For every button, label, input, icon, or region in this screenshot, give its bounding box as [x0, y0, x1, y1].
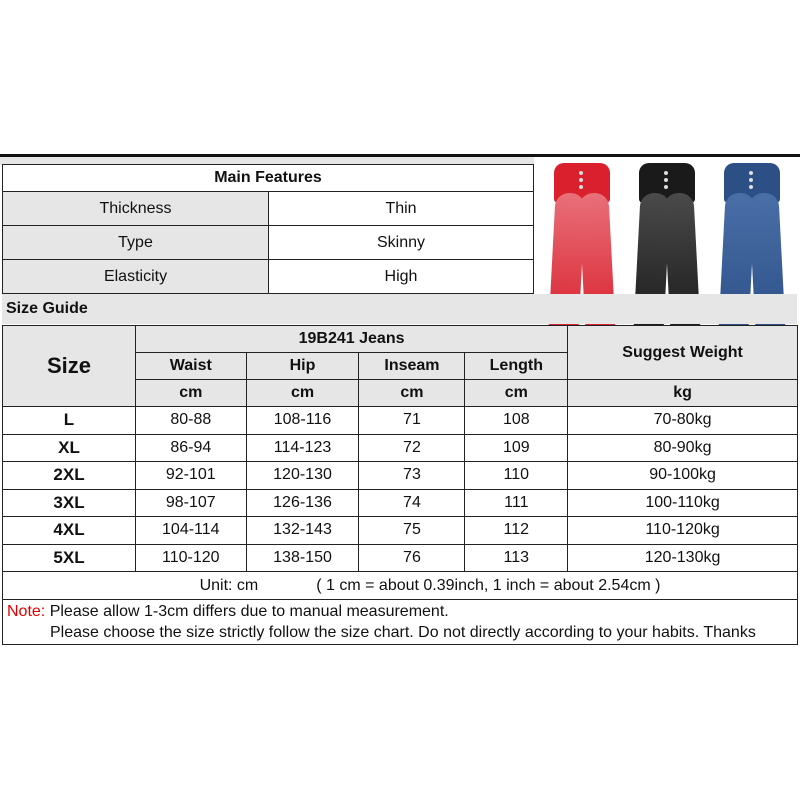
feature-value: Skinny — [269, 226, 534, 260]
length-cell: 112 — [465, 517, 568, 545]
note-text-1: Please allow 1-3cm differs due to manual measurement. — [49, 603, 449, 620]
main-features-table — [2, 164, 534, 294]
length-cell: 109 — [465, 434, 568, 462]
size-cell: 4XL — [3, 517, 136, 545]
hip-cell: 126-136 — [246, 489, 359, 517]
main-features-title: Main Features — [3, 165, 534, 192]
feature-label: Type — [3, 226, 269, 260]
note-label: Note: — [7, 603, 46, 620]
table-row — [3, 544, 798, 572]
note-text-2: Please choose the size strictly follow the size chart. Do not directly according to your habits. Thanks — [50, 624, 756, 641]
size-cell: 5XL — [3, 544, 136, 572]
weight-cell: 90-100kg — [568, 462, 798, 490]
weight-cell: 70-80kg — [568, 407, 798, 435]
inseam-cell: 73 — [359, 462, 465, 490]
size-header: Size — [3, 326, 136, 407]
waist-cell: 92-101 — [136, 462, 247, 490]
unit-conversion: ( 1 cm = about 0.39inch, 1 inch = about 2.54cm ) — [316, 576, 661, 594]
size-cell: 3XL — [3, 489, 136, 517]
unit-waist: cm — [136, 380, 247, 407]
weight-cell: 120-130kg — [568, 544, 798, 572]
feature-row — [3, 226, 534, 260]
waist-cell: 110-120 — [136, 544, 247, 572]
unit-row — [3, 572, 798, 600]
table-row — [3, 462, 798, 490]
hip-cell: 120-130 — [246, 462, 359, 490]
waist-cell: 104-114 — [136, 517, 247, 545]
unit-label: Unit: cm — [199, 576, 259, 594]
weight-cell: 110-120kg — [568, 517, 798, 545]
waist-cell: 86-94 — [136, 434, 247, 462]
note-box — [2, 600, 798, 645]
size-guide-title: Size Guide — [6, 300, 88, 317]
feature-row — [3, 260, 534, 294]
weight-cell: 100-110kg — [568, 489, 798, 517]
inseam-cell: 74 — [359, 489, 465, 517]
feature-value: High — [269, 260, 534, 294]
inseam-cell: 72 — [359, 434, 465, 462]
note-line-1 — [7, 601, 797, 622]
unit-weight: kg — [568, 380, 798, 407]
size-guide-band — [2, 294, 797, 324]
size-cell: XL — [3, 434, 136, 462]
table-row — [3, 434, 798, 462]
length-cell: 113 — [465, 544, 568, 572]
hip-cell: 132-143 — [246, 517, 359, 545]
table-row — [3, 407, 798, 435]
table-row — [3, 517, 798, 545]
product-header: 19B241 Jeans — [136, 326, 568, 353]
length-cell: 110 — [465, 462, 568, 490]
column-header-length: Length — [465, 353, 568, 380]
hip-cell: 138-150 — [246, 544, 359, 572]
column-header-waist: Waist — [136, 353, 247, 380]
unit-inseam: cm — [359, 380, 465, 407]
column-header-hip: Hip — [246, 353, 359, 380]
feature-label: Elasticity — [3, 260, 269, 294]
waist-cell: 80-88 — [136, 407, 247, 435]
inseam-cell: 76 — [359, 544, 465, 572]
weight-cell: 80-90kg — [568, 434, 798, 462]
waist-cell: 98-107 — [136, 489, 247, 517]
size-table — [2, 325, 798, 600]
size-cell: L — [3, 407, 136, 435]
unit-hip: cm — [246, 380, 359, 407]
length-cell: 111 — [465, 489, 568, 517]
unit-length: cm — [465, 380, 568, 407]
size-cell: 2XL — [3, 462, 136, 490]
table-row — [3, 489, 798, 517]
inseam-cell: 75 — [359, 517, 465, 545]
inseam-cell: 71 — [359, 407, 465, 435]
hip-cell: 108-116 — [246, 407, 359, 435]
feature-value: Thin — [269, 192, 534, 226]
feature-label: Thickness — [3, 192, 269, 226]
weight-header: Suggest Weight — [568, 326, 798, 380]
feature-row — [3, 192, 534, 226]
column-header-inseam: Inseam — [359, 353, 465, 380]
hip-cell: 114-123 — [246, 434, 359, 462]
length-cell: 108 — [465, 407, 568, 435]
